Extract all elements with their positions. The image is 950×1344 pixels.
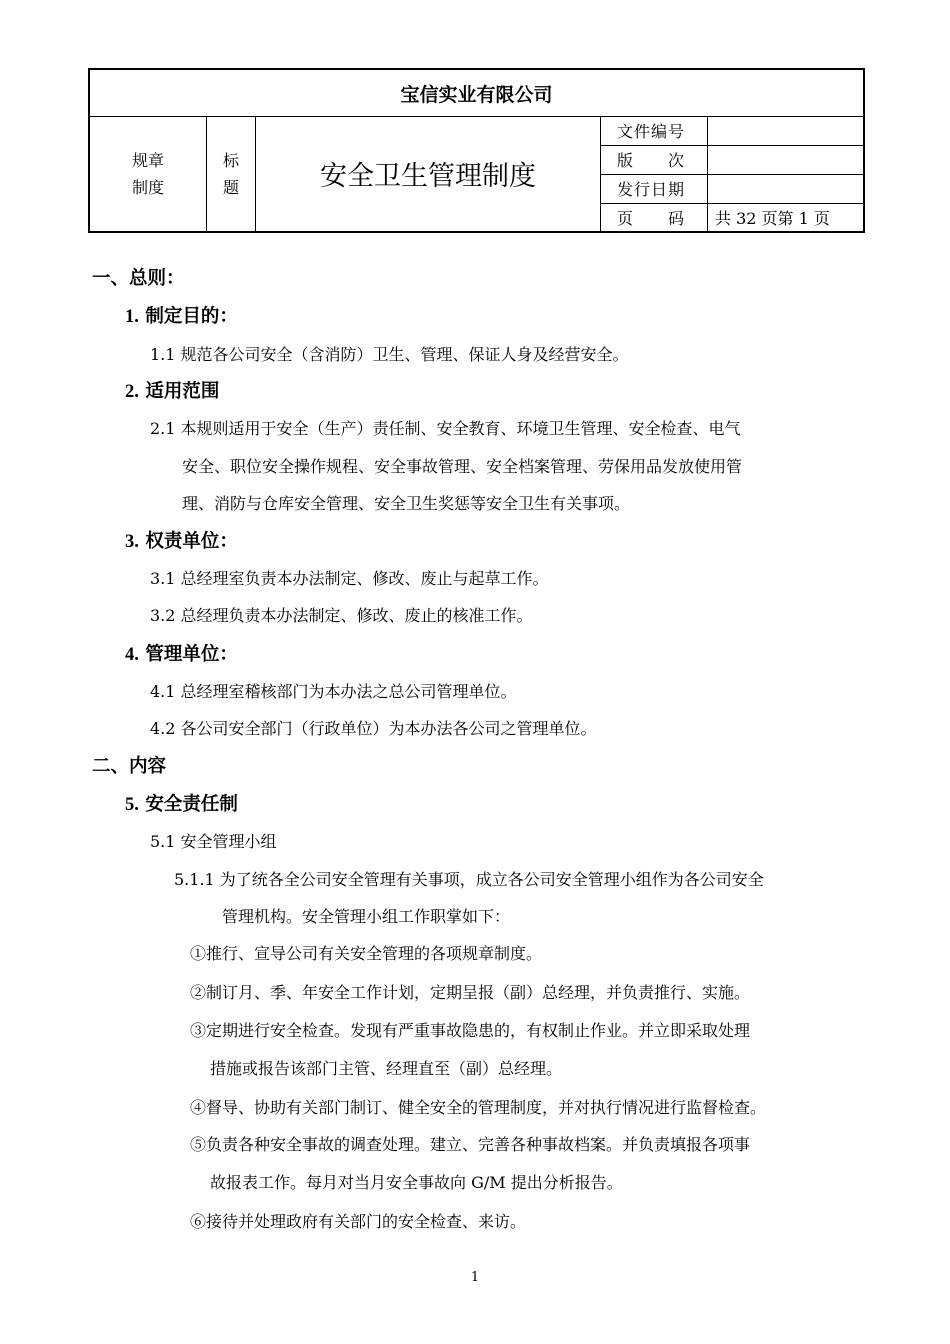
title-label-line2: 题 — [222, 177, 239, 197]
meta-key: 页 码 — [601, 203, 708, 232]
paragraph-4-2: 4.2 各公司安全部门（行政单位）为本办法各公司之管理单位。 — [150, 719, 597, 738]
paragraph-4-1: 4.1 总经理室稽核部门为本办法之总公司管理单位。 — [150, 682, 517, 701]
heading-text: 管理单位： — [145, 644, 238, 665]
meta-value — [709, 116, 863, 145]
paragraph-5-1-1-line1: 5.1.1 为了统各全公司安全管理有关事项，成立各公司安全管理小组作为各公司安全 — [174, 870, 764, 889]
list-item-2: ②制订月、季、年安全工作计划，定期呈报（副）总经理，并负责推行、实施。 — [190, 983, 751, 1002]
meta-row-version — [601, 145, 863, 175]
company-name: 宝信实业有限公司 — [90, 70, 863, 117]
title-label-cell — [207, 116, 256, 231]
paragraph-3-2: 3.2 总经理负责本办法制定、修改、废止的核准工作。 — [150, 606, 533, 625]
heading-number: 1. — [125, 307, 139, 327]
doc-type-line1: 规章 — [131, 150, 164, 170]
meta-row-doc-number — [601, 116, 863, 146]
heading-2 — [125, 377, 219, 403]
heading-text: 权责单位： — [145, 531, 238, 552]
list-item-6: ⑥接待并处理政府有关部门的安全检查、来访。 — [190, 1212, 527, 1231]
meta-key: 文件编号 — [601, 116, 708, 145]
meta-value — [709, 174, 863, 203]
meta-row-issue-date — [601, 174, 863, 204]
list-item-3-line1: ③定期进行安全检查。发现有严重事故隐患的，有权制止作业。并立即采取处理 — [190, 1021, 751, 1040]
heading-1 — [125, 302, 238, 328]
list-item-4: ④督导、协助有关部门制订、健全安全的管理制度，并对执行情况进行监督检查。 — [190, 1098, 767, 1117]
list-item-3-line2: 措施或报告该部门主管、经理直至（副）总经理。 — [210, 1059, 563, 1078]
heading-number: 3. — [125, 532, 139, 552]
paragraph-5-1-1-line2: 管理机构。安全管理小组工作职掌如下： — [222, 907, 511, 926]
heading-5 — [125, 790, 238, 816]
heading-4 — [125, 640, 238, 666]
heading-text: 适用范围 — [145, 381, 220, 402]
paragraph-3-1: 3.1 总经理室负责本办法制定、修改、废止与起草工作。 — [150, 569, 549, 588]
list-item-5-line1: ⑤负责各种安全事故的调查处理。建立、完善各种事故档案。并负责填报各项事 — [190, 1135, 751, 1154]
doc-type-line2: 制度 — [131, 177, 164, 197]
paragraph-2-1-line2: 安全、职位安全操作规程、安全事故管理、安全档案管理、劳保用品发放使用管 — [182, 457, 743, 476]
heading-3 — [125, 527, 238, 553]
paragraph-2-1-line3: 理、消防与仓库安全管理、安全卫生奖惩等安全卫生有关事项。 — [182, 494, 631, 513]
paragraph-5-1: 5.1 安全管理小组 — [150, 832, 277, 851]
section-2-title: 二、内容 — [92, 756, 167, 777]
doc-type-cell — [90, 116, 207, 231]
meta-key: 版 次 — [601, 145, 708, 174]
heading-text: 安全责任制 — [145, 794, 238, 815]
meta-block — [601, 116, 863, 231]
paragraph-2-1-line1: 2.1 本规则适用于安全（生产）责任制、安全教育、环境卫生管理、安全检查、电气 — [150, 419, 741, 438]
heading-number: 2. — [125, 382, 139, 402]
section-1-title: 一、总则： — [92, 268, 185, 289]
meta-row-page — [601, 203, 863, 232]
list-item-5-line2: 故报表工作。每月对当月安全事故向 G/M 提出分析报告。 — [210, 1173, 623, 1192]
meta-key: 发行日期 — [601, 174, 708, 203]
document-title: 安全卫生管理制度 — [256, 116, 601, 231]
heading-number: 4. — [125, 645, 139, 665]
page-number: 1 — [470, 1270, 480, 1285]
meta-value — [709, 145, 863, 174]
paragraph-1-1: 1.1 规范各公司安全（含消防）卫生、管理、保证人身及经营安全。 — [150, 345, 629, 364]
heading-text: 制定目的： — [145, 306, 238, 327]
list-item-1: ①推行、宣导公司有关安全管理的各项规章制度。 — [190, 944, 543, 963]
heading-number: 5. — [125, 795, 139, 815]
meta-value: 共 32 页第 1 页 — [715, 209, 830, 228]
title-label-line1: 标 — [222, 150, 239, 170]
document-header-table — [88, 68, 865, 233]
